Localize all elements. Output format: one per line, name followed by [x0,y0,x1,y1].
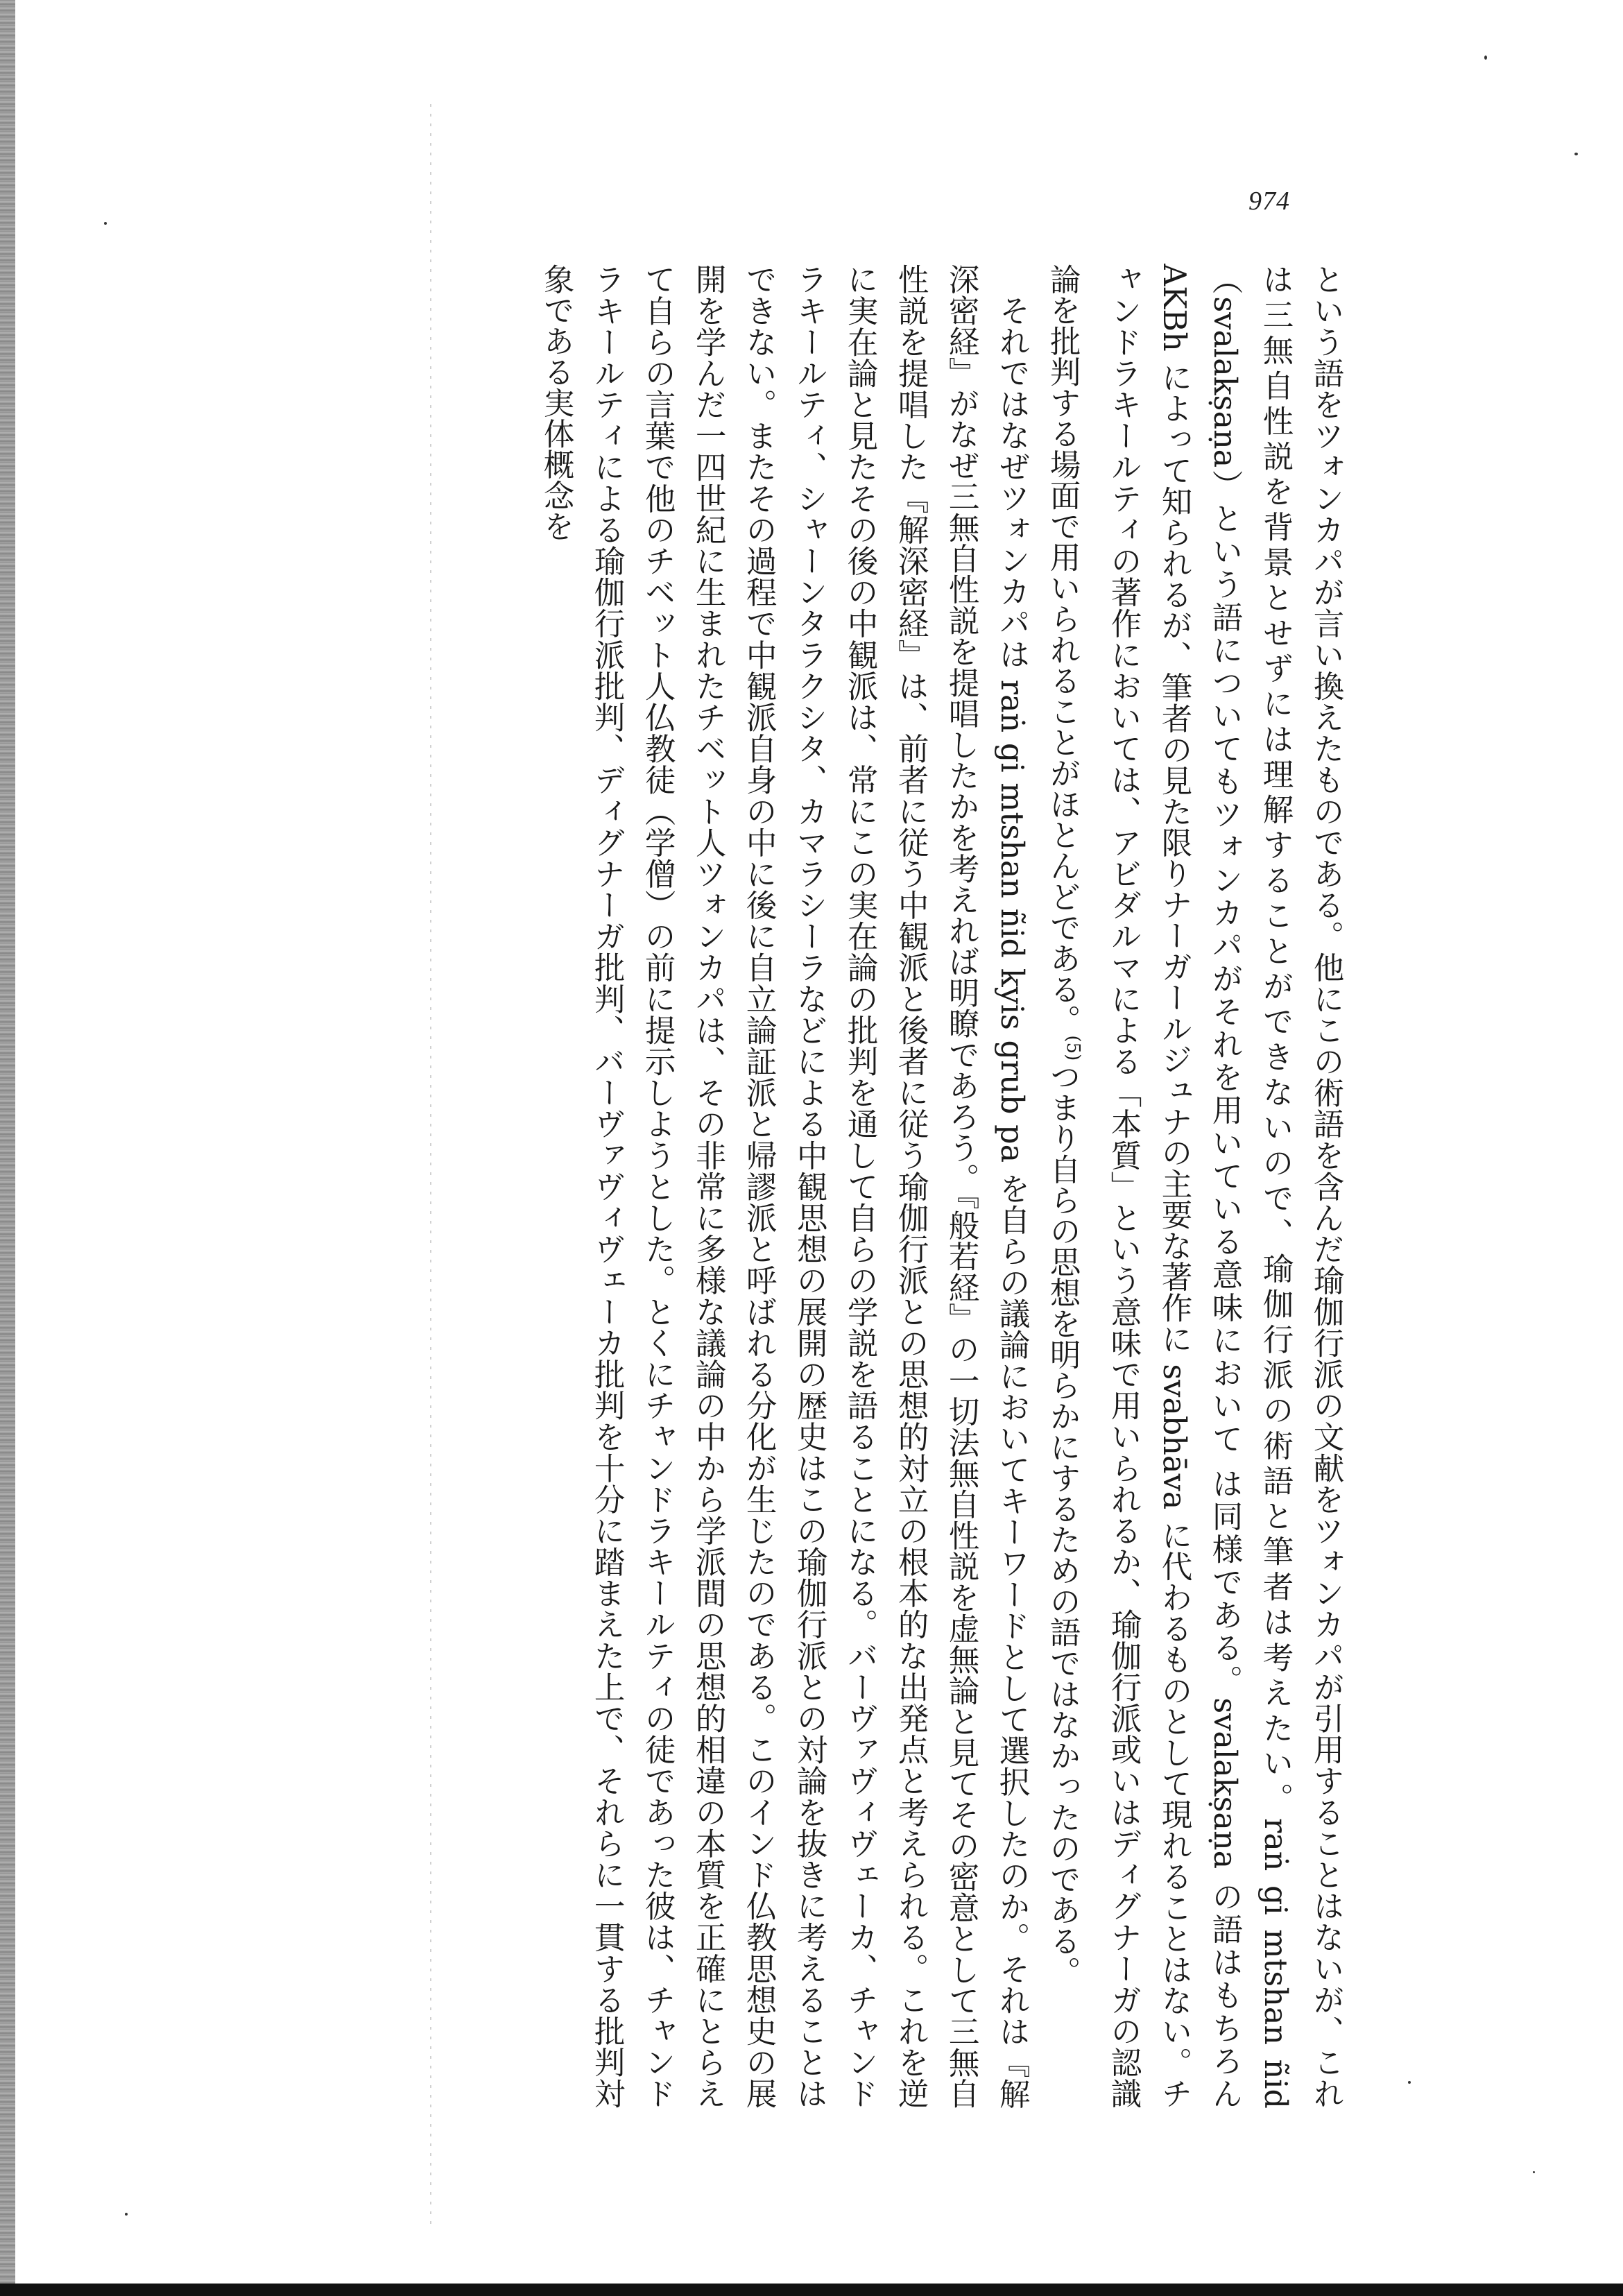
paragraph-1-text: という語をツォンカパが言い換えたものである。他にこの術語を含んだ瑜伽行派の文献をツォンカパが引用することはないが、これは三無自性説を背景とせずには理解することができないので、瑜伽行派の術語と筆者は考えたい。raṅ gi mtshan ñid（svalakṣaṇa）という語についてもツォンカパがそれを用いている意味において は同様である。svalakṣaṇa の語はもちろん AKBh によって知られるが、筆者の見た限りナーガールジュナの主要な著作に svabhāva に代わるものとして現れることはない。チャンドラキールティの著作においては、アビダルマによる「本質」という意味で用いられるか、瑜伽行派或いはディグナーガの認識論を批判する場面で用いられることがほとんどである。 [1045,264,1343,2109]
scan-edge-shadow [0,0,15,2296]
page-number: 974 [1248,187,1290,216]
scan-speck [104,222,107,225]
scan-speck [1484,55,1487,60]
scan-bottom-edge [0,2284,1623,2296]
scan-speck [1574,153,1578,155]
body-text [103,264,1351,2109]
note-reference: (5) [1063,1035,1083,1061]
scan-speck [1408,2081,1411,2084]
paragraph-2: それではなぜツォンカパは raṅ gi mtshan ñid kyis grub pa を自らの議論においてキーワードとして選択したのか。それは『解深密経』がなぜ三無自性説を提唱したかを考えれば明瞭であろう。『般若経』の一切法無自性説を虚無論と見てその密意として三無自性説を提唱した『解深密経』は、前者に従う中観派と後者に従う瑜伽行派との思想的対立の根本的な出発点と考えられる。これを逆に実在論と見たその後の中観派は、常にこの実在論の批判を通して自らの学説を語ることになる。バーヴァヴィヴェーカ、チャンドラキールティ、シャーンタラクシタ、カマラシーラなどによる中観思想の展開の歴史はこの瑜伽行派との対論を抜きに考えることはできない。またその過程で中観派自身の中に後に自立論証派と帰謬派と呼ばれる分化が生じたのである。このインド仏教思想史の展開を学んだ一四世紀に生まれたチベット人ツォンカパは、その非常に多様な議論の中から学派間の思想的相違の本質を正確にとらえて自らの言葉で他のチベット人仏教徒（学僧）の前に提示しようとした。とくにチャンドラキールティの徒であった彼は、チャンドラキールティによる瑜伽行派批判、ディグナーガ批判、バーヴァヴィヴェーカ批判を十分に踏まえた上で、それらに一貫する批判対象である実体概念を [538,264,1030,2109]
scan-speck [125,2213,128,2216]
paragraph-1 [1037,264,1351,2109]
scan-speck [1533,2171,1535,2173]
paragraph-1-text-continued: つまり自らの思想を明らかにするための語ではなかったのである。 [1045,1061,1081,1987]
